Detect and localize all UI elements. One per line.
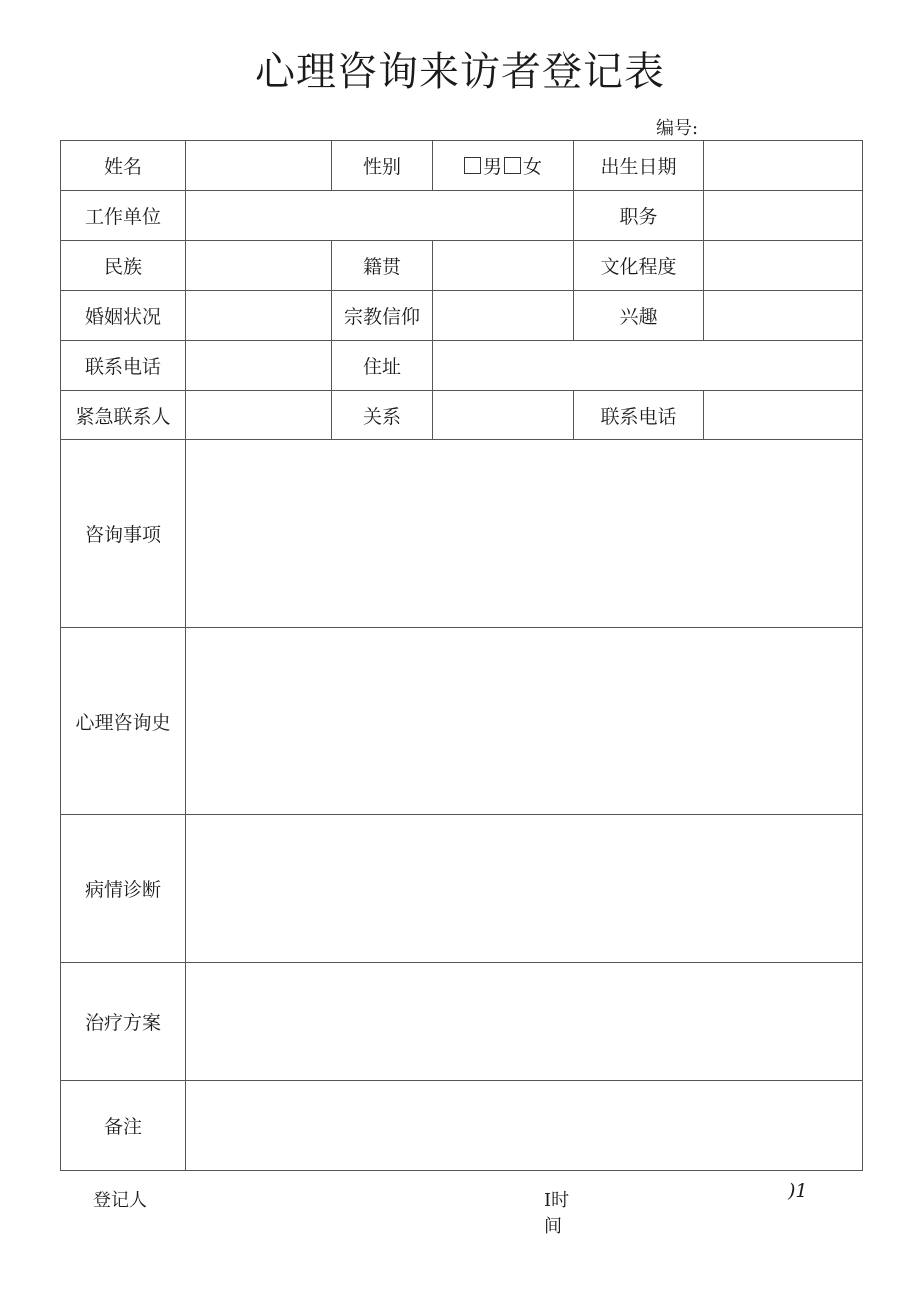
phone-label: 联系电话 xyxy=(61,341,186,391)
form-row-personal xyxy=(61,291,863,341)
form-row-remarks xyxy=(61,1081,863,1171)
consult-items-label: 咨询事项 xyxy=(61,440,186,628)
native-place-label: 籍贯 xyxy=(332,241,433,291)
registration-form xyxy=(60,140,863,1171)
form-row-history xyxy=(61,628,863,815)
time-label-top: I时 xyxy=(544,1190,570,1211)
time-label-bottom: 间 xyxy=(544,1216,562,1237)
ethnicity-label: 民族 xyxy=(61,241,186,291)
female-checkbox[interactable] xyxy=(504,157,521,174)
form-row-emergency xyxy=(61,391,863,440)
form-row-treatment xyxy=(61,963,863,1081)
interest-label: 兴趣 xyxy=(574,291,704,341)
treatment-label: 治疗方案 xyxy=(61,963,186,1081)
male-option-label: 男 xyxy=(482,156,502,178)
form-row-background xyxy=(61,241,863,291)
gender-label: 性别 xyxy=(332,141,433,191)
native-place-field[interactable] xyxy=(433,241,574,291)
history-field[interactable] xyxy=(186,628,863,815)
footer-mark: )1 xyxy=(788,1180,808,1202)
emergency-contact-label: 紧急联系人 xyxy=(61,391,186,440)
male-checkbox[interactable] xyxy=(464,157,481,174)
diagnosis-field[interactable] xyxy=(186,815,863,963)
history-label: 心理咨询史 xyxy=(61,628,186,815)
position-field[interactable] xyxy=(704,191,863,241)
page-title: 心理咨询来访者登记表 xyxy=(255,49,665,95)
gender-options xyxy=(433,141,574,191)
relation-field[interactable] xyxy=(433,391,574,440)
relation-label: 关系 xyxy=(332,391,433,440)
phone-field[interactable] xyxy=(186,341,332,391)
religion-label: 宗教信仰 xyxy=(332,291,433,341)
work-unit-field[interactable] xyxy=(186,191,574,241)
marital-status-label: 婚姻状况 xyxy=(61,291,186,341)
work-unit-label: 工作单位 xyxy=(61,191,186,241)
form-row-consult-items xyxy=(61,440,863,628)
birth-date-label: 出生日期 xyxy=(574,141,704,191)
remarks-label: 备注 xyxy=(61,1081,186,1171)
consult-items-field[interactable] xyxy=(186,440,863,628)
form-row-work xyxy=(61,191,863,241)
remarks-field[interactable] xyxy=(186,1081,863,1171)
education-label: 文化程度 xyxy=(574,241,704,291)
address-label: 住址 xyxy=(332,341,433,391)
address-field[interactable] xyxy=(433,341,863,391)
education-field[interactable] xyxy=(704,241,863,291)
serial-number-label: 编号: xyxy=(656,118,699,139)
religion-field[interactable] xyxy=(433,291,574,341)
name-label: 姓名 xyxy=(61,141,186,191)
marital-status-field[interactable] xyxy=(186,291,332,341)
birth-date-field[interactable] xyxy=(704,141,863,191)
treatment-field[interactable] xyxy=(186,963,863,1081)
emergency-phone-field[interactable] xyxy=(704,391,863,440)
ethnicity-field[interactable] xyxy=(186,241,332,291)
position-label: 职务 xyxy=(574,191,704,241)
interest-field[interactable] xyxy=(704,291,863,341)
emergency-phone-label: 联系电话 xyxy=(574,391,704,440)
registrar-label: 登记人 xyxy=(93,1190,147,1211)
diagnosis-label: 病情诊断 xyxy=(61,815,186,963)
female-option-label: 女 xyxy=(523,156,543,178)
form-row-basic xyxy=(61,141,863,191)
form-row-diagnosis xyxy=(61,815,863,963)
form-row-contact xyxy=(61,341,863,391)
name-field[interactable] xyxy=(186,141,332,191)
emergency-contact-field[interactable] xyxy=(186,391,332,440)
